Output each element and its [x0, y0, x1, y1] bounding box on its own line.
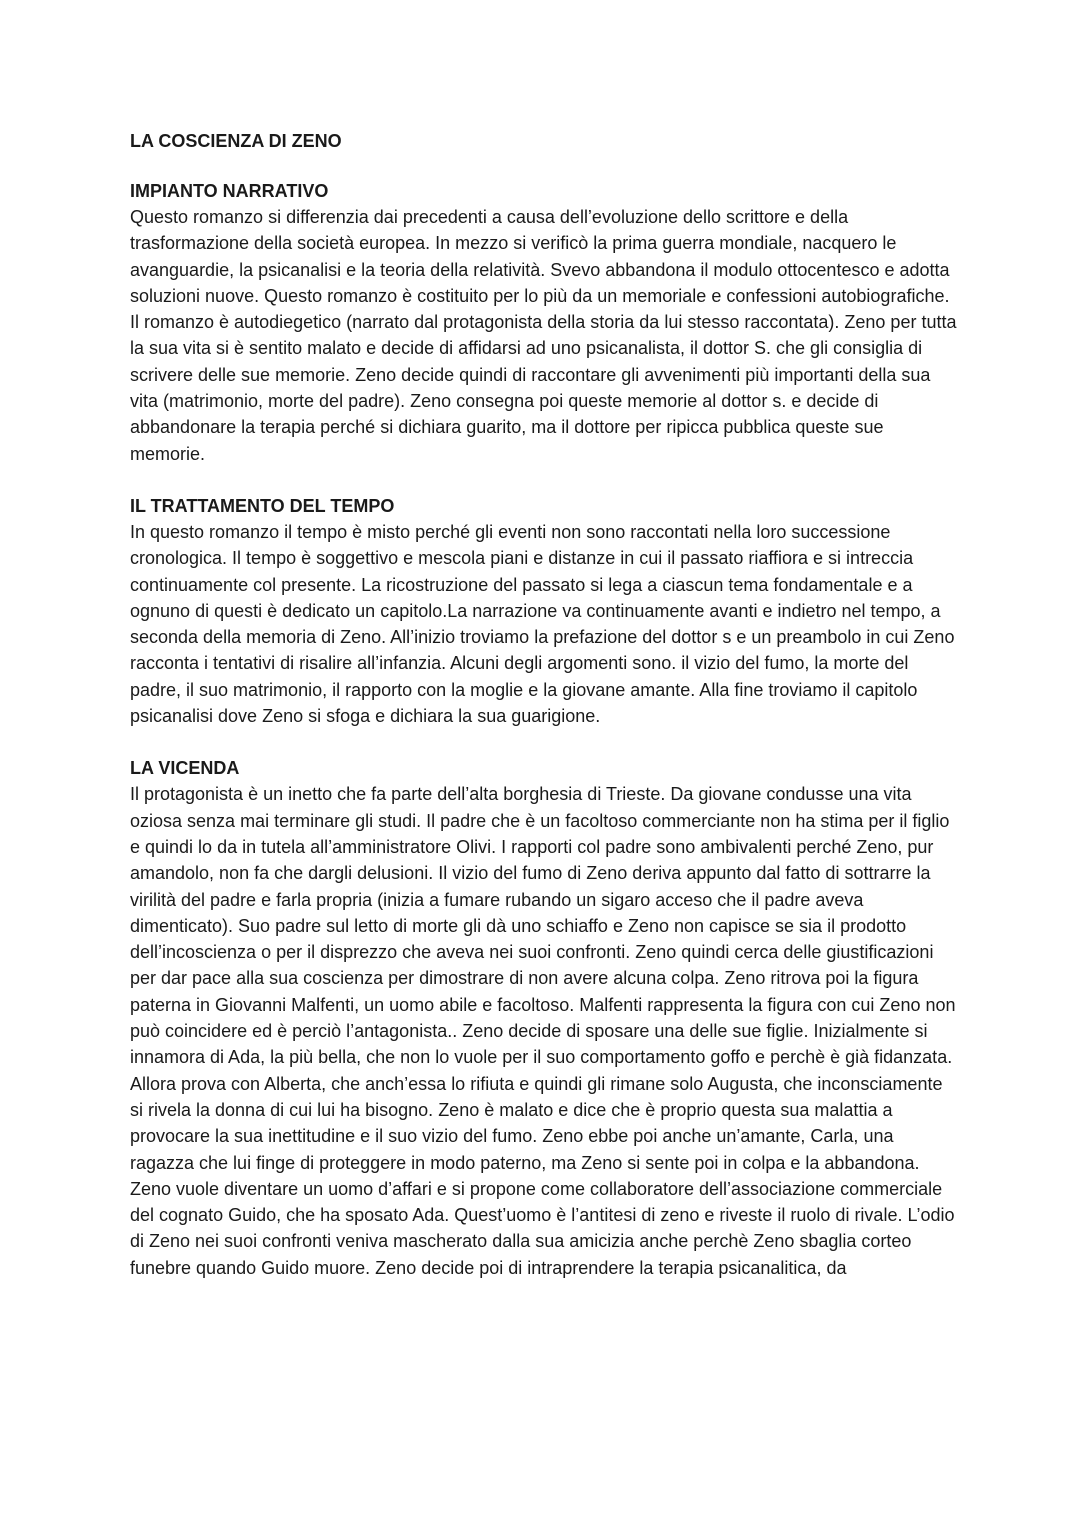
document-title: LA COSCIENZA DI ZENO [130, 131, 342, 151]
document-page [130, 128, 960, 1307]
section-heading: IL TRATTAMENTO DEL TEMPO [130, 495, 395, 516]
section-trattamento-del-tempo [130, 493, 960, 729]
section-paragraph: In questo romanzo il tempo è misto perché gli eventi non sono raccontati nella loro successione cronologica. Il tempo è soggettivo e mescola piani e distanze in cui il passato riaffiora e si intreccia continuamente col presente. La ricostruzione del passato si lega a ciascun tema fondamentale e a ognuno di questi è dedicato un capitolo.La narrazione va continuamente avanti e indietro nel tempo, a seconda della memoria di Zeno. All’inizio troviamo la prefazione del dottor s e un preambolo in cui Zeno racconta i tentativi di risalire all’infanzia. Alcuni degli argomenti sono. il vizio del fumo, la morte del padre, il suo matrimonio, il rapporto con la moglie e la giovane amante. Alla fine troviamo il capitolo psicanalisi dove Zeno si sfoga e dichiara la sua guarigione. [130, 521, 955, 727]
section-paragraph: Questo romanzo si differenzia dai precedenti a causa dell’evoluzione dello scrittore e della trasformazione della società europea. In mezzo si verificò la prima guerra mondiale, nacquero le avanguardie, la psicanalisi e la teoria della relatività. Svevo abbandona il modulo ottocentesco e adotta soluzioni nuove. Questo romanzo è costituito per lo più da un memoriale e confessioni autobiografiche. Il romanzo è autodiegetico (narrato dal protagonista della storia da lui stesso raccontata). Zeno per tutta la sua vita si è sentito malato e decide di affidarsi ad uno psicanalista, il dottor S. che gli consiglia di scrivere delle sue memorie. Zeno decide quindi di raccontare gli avvenimenti più importanti della sua vita (matrimonio, morte del padre). Zeno consegna poi queste memorie al dottor s. e decide di abbandonare la terapia perché si dichiara guarito, ma il dottore per ripicca pubblica queste sue memorie. [130, 207, 957, 464]
section-heading: LA VICENDA [130, 758, 240, 779]
section-paragraph: Il protagonista è un inetto che fa parte dell’alta borghesia di Trieste. Da giovane condusse una vita oziosa senza mai terminare gli studi. Il padre che è un facoltoso commerciante non ha stima per il figlio e quindi lo da in tutela all’amministratore Olivi. I rapporti col padre sono ambivalenti perché Zeno, pur amandolo, non fa che dargli delusioni. Il vizio del fumo di Zeno deriva appunto dal fatto di sottrarre la virilità del padre e farla propria (inizia a fumare rubando un sigaro acceso che il padre aveva dimenticato). Suo padre sul letto di morte gli dà uno schiaffo e Zeno non capisce se sia il prodotto dell’incoscienza o per il disprezzo che aveva nei suoi confronti. Zeno quindi cerca delle giustificazioni per dar pace alla sua coscienza per dimostrare di non avere alcuna colpa. Zeno ritrova poi la figura paterna in Giovanni Malfenti, un uomo abile e facoltoso. Malfenti rappresenta la figura con cui Zeno non può coincidere ed è perciò l’antagonista.. Zeno decide di sposare una delle sue figlie. Inizialmente si innamora di Ada, la più bella, che non lo vuole per il suo comportamento goffo e perchè è già fidanzata. Allora prova con Alberta, che anch’essa lo rifiuta e quindi gli rimane solo Augusta, che inconsciamente si rivela la donna di cui lui ha bisogno. Zeno è malato e dice che è proprio questa sua malattia a provocare la sua inettitudine e il suo vizio del fumo. Zeno ebbe poi anche un’amante, Carla, una ragazza che lui finge di proteggere in modo paterno, ma Zeno si sente poi in colpa e la abbandona. Zeno vuole diventare un uomo d’affari e si propone come collaboratore dell’associazione commerciale del cognato Guido, che ha sposato Ada. Quest’uomo è l’antitesi di zeno e riveste il ruolo di rivale. L’odio di Zeno nei suoi confronti veniva mascherato dalla sua amicizia anche perchè Zeno sbaglia corteo funebre quando Guido muore. Zeno decide poi di intraprendere la terapia psicanalitica, da [130, 784, 956, 1278]
section-impianto-narrativo [130, 178, 960, 467]
section-heading: IMPIANTO NARRATIVO [130, 181, 329, 201]
section-la-vicenda [130, 755, 960, 1281]
